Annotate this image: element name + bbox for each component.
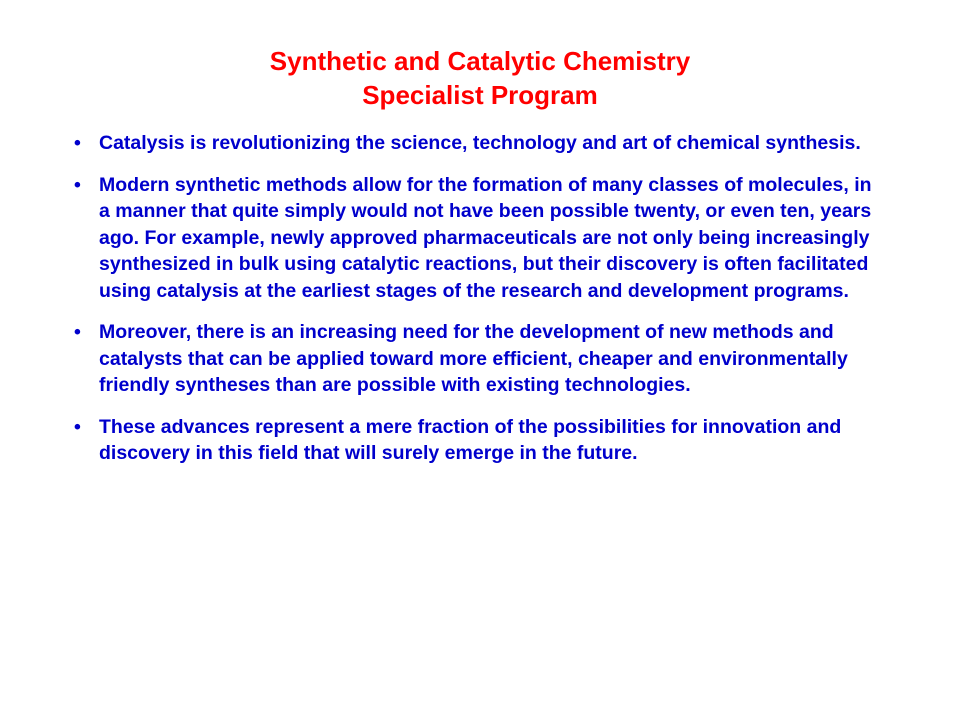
bullet-item	[74, 130, 884, 157]
bullet-text: Catalysis is revolutionizing the science, technology and art of chemical synthesis.	[99, 132, 861, 154]
bullet-text: These advances represent a mere fraction of the possibilities for innovation and discovery in this field that will surely emerge in the future.	[99, 415, 842, 464]
slide-title	[0, 44, 960, 112]
bullet-text: Moreover, there is an increasing need for the development of new methods and catalysts that can be applied toward more efficient, cheaper and environmentally friendly syntheses than are possible with existing technologies.	[99, 321, 848, 396]
bullet-icon: •	[74, 173, 81, 196]
bullet-icon: •	[74, 321, 81, 343]
bullet-item	[74, 172, 884, 305]
slide-title-line-2: Specialist Program	[362, 80, 598, 110]
bullet-list	[74, 130, 884, 482]
bullet-text: Modern synthetic methods allow for the formation of many classes of molecules, in a manner that quite simply would not have been possible twenty, or even ten, years ago. For example, newly approved pharmaceuticals are not only being increasingly synthesized in bulk using catalytic reactions, but their discovery is often facilitated using catalysis at the earliest stages of the research and development programs.	[99, 173, 872, 302]
bullet-item	[74, 319, 884, 399]
bullet-icon: •	[74, 415, 81, 438]
slide-title-line-1: Synthetic and Catalytic Chemistry	[269, 46, 691, 76]
bullet-icon: •	[74, 132, 81, 154]
bullet-item	[74, 414, 884, 467]
